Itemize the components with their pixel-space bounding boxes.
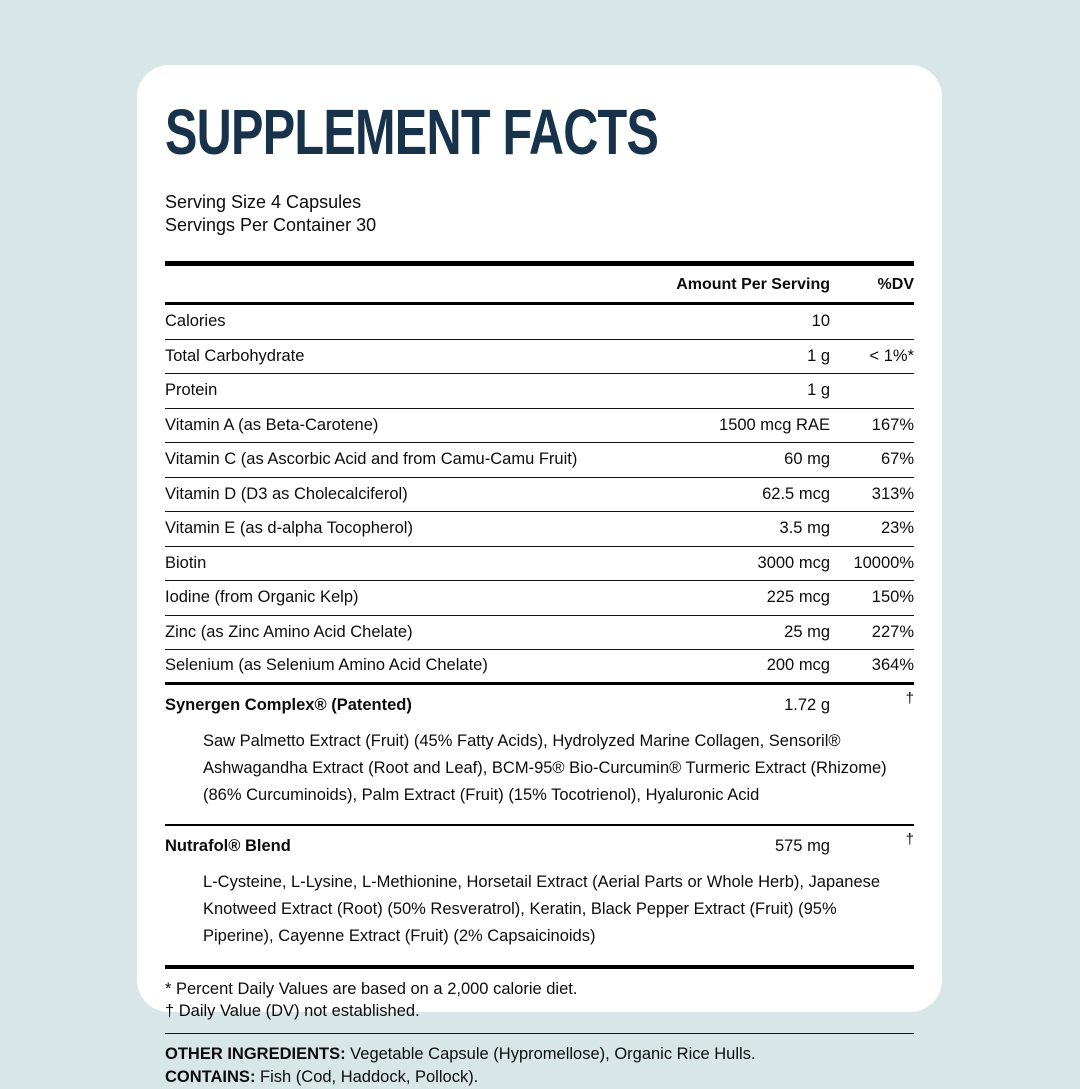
nutrient-name: Calories: [165, 312, 226, 331]
nutrient-amount: 3000 mcg: [757, 553, 830, 572]
blend-dv: [830, 830, 914, 856]
nutrient-name: Total Carbohydrate: [165, 346, 305, 365]
nutrient-amount: 225 mcg: [766, 588, 830, 607]
nutrient-name: Vitamin E (as d-alpha Tocopherol): [165, 519, 413, 538]
nutrient-name: Biotin: [165, 553, 207, 572]
table-row: [165, 547, 914, 582]
footnote-daily-values: * Percent Daily Values are based on a 2,000 calorie diet.: [165, 979, 578, 998]
nutrient-dv: 67%: [880, 450, 914, 469]
nutrient-amount: 200 mcg: [766, 656, 830, 675]
blend-synergen: [165, 685, 914, 824]
supplement-facts-card: [137, 65, 942, 1086]
other-ingredients-line: [165, 1043, 914, 1066]
nutrient-amount: 62.5 mcg: [762, 484, 830, 503]
nutrient-dv: 313%: [871, 484, 914, 503]
nutrient-name: Selenium (as Selenium Amino Acid Chelate): [165, 656, 488, 675]
table-header-row: [165, 266, 914, 305]
nutrient-amount: 1 g: [807, 346, 830, 365]
nutrient-amount: 1 g: [807, 381, 830, 400]
other-ingredients-label: OTHER INGREDIENTS:: [165, 1044, 346, 1063]
nutrient-name: Vitamin C (as Ascorbic Acid and from Camu-Camu Fruit): [165, 450, 578, 469]
table-row: [165, 478, 914, 513]
nutrient-dv: 10000%: [853, 553, 914, 572]
table-row: [165, 581, 914, 616]
column-header-dv: %DV: [877, 276, 914, 293]
nutrient-amount: 1500 mcg RAE: [719, 415, 830, 434]
serving-info: [165, 191, 914, 237]
blend-nutrafol: [165, 824, 914, 965]
contains-line: [165, 1066, 914, 1089]
dagger-symbol: †: [905, 689, 914, 707]
dagger-symbol: †: [905, 830, 914, 848]
blend-name: Nutrafol® Blend: [165, 836, 291, 855]
nutrient-name: Protein: [165, 381, 218, 400]
footnote-dv-not-established: † Daily Value (DV) not established.: [165, 1001, 420, 1020]
blend-amount: 1.72 g: [784, 695, 830, 714]
nutrient-name: Vitamin A (as Beta-Carotene): [165, 415, 379, 434]
nutrient-dv: 23%: [880, 519, 914, 538]
nutrient-dv: 167%: [871, 415, 914, 434]
nutrient-name: Iodine (from Organic Kelp): [165, 588, 359, 607]
other-ingredients-text: Vegetable Capsule (Hypromellose), Organic Rice Hulls.: [345, 1044, 756, 1063]
table-row: [165, 340, 914, 375]
page-title: SUPPLEMENT FACTS: [165, 96, 659, 168]
servings-per-container: Servings Per Container 30: [165, 215, 377, 235]
serving-size: Serving Size 4 Capsules: [165, 192, 362, 212]
facts-table: [165, 261, 914, 1089]
nutrient-amount: 3.5 mg: [779, 519, 830, 538]
table-row: [165, 826, 914, 856]
nutrient-dv: 150%: [871, 588, 914, 607]
blend-description: L-Cysteine, L-Lysine, L-Methionine, Horsetail Extract (Aerial Parts or Whole Herb), Japanese Knotweed Extract (Root) (50% Resveratrol), Keratin, Black Pepper Extract (Fruit) (95% Piperine), Cayenne Extract (Fruit) (2% Capsaicinoids): [203, 872, 881, 945]
table-row: [165, 374, 914, 409]
blend-dv: [830, 689, 914, 715]
table-row: [165, 305, 914, 340]
nutrient-dv: 227%: [871, 622, 914, 641]
blend-description: Saw Palmetto Extract (Fruit) (45% Fatty Acids), Hydrolyzed Marine Collagen, Sensoril® Ashwagandha Extract (Root and Leaf), BCM-95® Bio-Curcumin® Turmeric Extract (Rhizome) (86% Curcuminoids), Palm Extract (Fruit) (15% Tocotrienol), Hyaluronic Acid: [203, 731, 887, 804]
blend-amount: 575 mg: [774, 836, 830, 855]
nutrient-name: Vitamin D (D3 as Cholecalciferol): [165, 484, 408, 503]
contains-text: Fish (Cod, Haddock, Pollock).: [255, 1067, 479, 1086]
other-ingredients-section: [165, 1034, 914, 1089]
nutrient-dv: < 1%*: [869, 346, 914, 365]
facts-rows: [165, 305, 914, 685]
table-row: [165, 650, 914, 685]
table-row: [165, 409, 914, 444]
nutrient-amount: 25 mg: [784, 622, 830, 641]
table-row: [165, 512, 914, 547]
nutrient-amount: 60 mg: [784, 450, 830, 469]
nutrient-amount: 10: [811, 312, 830, 331]
table-row: [165, 685, 914, 715]
blend-name: Synergen Complex® (Patented): [165, 695, 412, 714]
footnotes: [165, 965, 914, 1034]
contains-label: CONTAINS:: [165, 1067, 256, 1086]
table-row: [165, 443, 914, 478]
table-row: [165, 616, 914, 651]
column-header-amount: Amount Per Serving: [676, 276, 830, 293]
nutrient-dv: 364%: [871, 656, 914, 675]
nutrient-name: Zinc (as Zinc Amino Acid Chelate): [165, 622, 413, 641]
